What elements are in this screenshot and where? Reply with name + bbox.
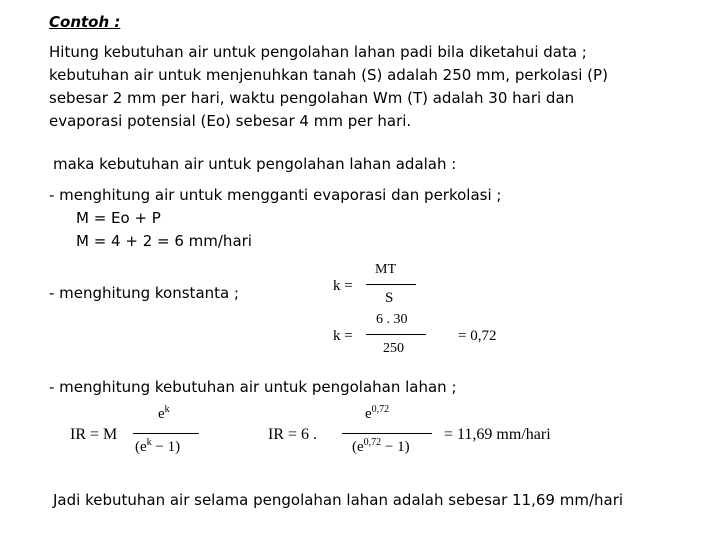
k2-lhs: k = <box>333 328 353 344</box>
ir1-fraction-bar <box>133 433 199 434</box>
ir1-denominator <box>135 437 181 455</box>
k2-fraction-bar <box>366 334 426 335</box>
problem-line-1: Hitung kebutuhan air untuk pengolahan lahan padi bila diketahui data ; <box>49 43 587 61</box>
step1-equation-1: M = Eo + P <box>76 209 161 227</box>
step1-label: - menghitung air untuk mengganti evaporasi dan perkolasi ; <box>49 186 502 204</box>
conclusion-text: Jadi kebutuhan air selama pengolahan lahan adalah sebesar 11,69 mm/hari <box>53 491 624 509</box>
ir1-lhs: IR = M <box>70 426 118 443</box>
step3-label: - menghitung kebutuhan air untuk pengolahan lahan ; <box>49 378 457 396</box>
ir1-den-exponent: k <box>146 437 152 448</box>
k1-fraction-bar <box>366 284 416 285</box>
ir2-num-base: e <box>365 406 372 422</box>
ir1-numerator <box>158 404 170 422</box>
ir2-den-exponent: 0,72 <box>363 437 382 448</box>
k1-numerator: MT <box>375 262 396 277</box>
problem-line-2: kebutuhan air untuk menjenuhkan tanah (S) adalah 250 mm, perkolasi (P) <box>49 66 608 84</box>
ir2-numerator <box>365 404 390 422</box>
k2-denominator: 250 <box>383 341 404 356</box>
k2-result: = 0,72 <box>458 328 497 344</box>
page-title: Contoh : <box>49 13 121 31</box>
k2-numerator: 6 . 30 <box>376 312 408 327</box>
ir2-result: = 11,69 mm/hari <box>444 426 551 443</box>
problem-line-4: evaporasi potensial (Eo) sebesar 4 mm per hari. <box>49 112 412 130</box>
intro-text: maka kebutuhan air untuk pengolahan lahan adalah : <box>53 155 457 173</box>
k1-lhs: k = <box>333 278 353 294</box>
ir1-num-base: e <box>158 406 165 422</box>
ir2-num-exponent: 0,72 <box>371 404 390 415</box>
ir1-num-exponent: k <box>164 404 170 415</box>
ir2-den-open: (e <box>352 439 364 455</box>
ir2-lhs: IR = 6 . <box>268 426 318 443</box>
step1-equation-2: M = 4 + 2 = 6 mm/hari <box>76 232 252 250</box>
ir2-den-close: − 1) <box>381 439 410 455</box>
k1-denominator: S <box>385 290 394 306</box>
problem-line-3: sebesar 2 mm per hari, waktu pengolahan Wm (T) adalah 30 hari dan <box>49 89 575 107</box>
ir1-den-close: − 1) <box>151 439 181 455</box>
ir1-den-open: (e <box>135 439 147 455</box>
ir2-denominator <box>352 437 410 455</box>
step2-label: - menghitung konstanta ; <box>49 284 240 302</box>
ir2-fraction-bar <box>342 433 432 434</box>
